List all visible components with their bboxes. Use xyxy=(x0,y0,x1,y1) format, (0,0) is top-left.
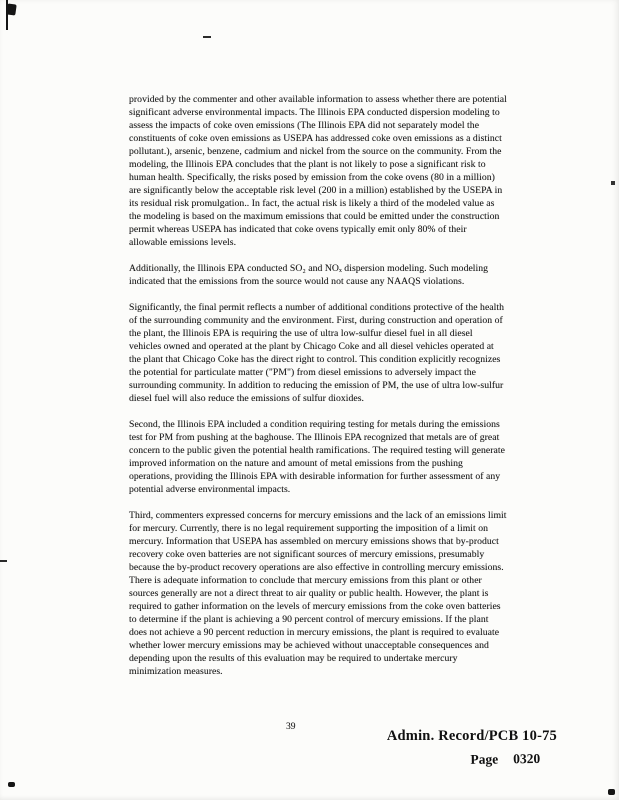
page-number: 39 xyxy=(286,722,296,732)
scan-artifact-left-dash xyxy=(0,560,7,562)
paragraph-mercury-emissions: Third, commenters expressed concerns for mercury emissions and the lack of an emissions limit for mercury. Currently, there is no legal requirement supporting the imposition of a limit on mercury. Information that USEPA has assembled on mercury emissions shows that by-product recovery coke oven batteries are not significant sources of mercury emissions, presumably because the by-product recovery operations are also effective in controlling mercury emissions. There is adequate information to conclude that mercury emissions from this plant or other sources generally are not a direct threat to air quality or public health. However, the plant is required to gather information on the levels of mercury emissions from the coke oven batteries to determine if the plant is achieving a 90 percent control of mercury emissions. If the plant does not achieve a 90 percent reduction in mercury emissions, the plant is required to evaluate whether lower mercury emissions may be achieved without unacceptable consequences and depending upon the results of this evaluation may be required to undertake mercury minimization measures. xyxy=(129,510,507,677)
scan-artifact-right-edge-speck xyxy=(611,181,615,185)
scan-artifact-bottom-left-speck xyxy=(8,782,15,787)
stamp-record-text: Admin. Record/PCB 10-75 xyxy=(386,728,557,744)
document-body xyxy=(129,93,507,691)
admin-record-stamp xyxy=(387,728,557,768)
paragraph-metals-testing: Second, the Illinois EPA included a condition requiring testing for metals during the emissions test for PM from pushing at the baghouse. The Illinois EPA recognized that metals are of great concern to the public given the potential health ramifications. The required testing will generate improved information on the nature and amount of metal emissions from the pushing operations, providing the Illinois EPA with desirable information for further assessment of any potential adverse environmental impacts. xyxy=(129,419,505,495)
stamp-page-label: Page xyxy=(470,751,499,767)
paragraph-so2-nox-modeling: Additionally, the Illinois EPA conducted SO₂ and NOₓ dispersion modeling. Such modeling indicated that the emissions from the source would not cause any NAAQS violations. xyxy=(129,263,489,287)
paragraph-dispersion-modeling: provided by the commenter and other available information to assess whether there are potential significant adverse environmental impacts. The Illinois EPA conducted dispersion modeling to assess the impacts of coke oven emissions (The Illinois EPA did not separately model the constituents of coke oven emissions as USEPA has addressed coke oven emissions as a distinct pollutant.), arsenic, benzene, cadmium and nickel from the source on the community. From the modeling, the Illinois EPA concludes that the plant is not likely to pose a significant risk to human health. Specifically, the risks posed by emission from the coke ovens (80 in a million) are significantly below the acceptable risk level (200 in a million) established by the USEPA in its residual risk promulgation.. In fact, the actual risk is likely a third of the modeled value as the modeling is based on the maximum emissions that could be emitted under the construction permit whereas USEPA has indicated that coke ovens typically emit only 80% of their allowable emissions levels. xyxy=(129,94,507,248)
stamp-page-number: 0320 xyxy=(512,750,541,767)
stamp-page-text xyxy=(387,751,540,769)
scan-artifact-left-edge-line xyxy=(6,0,8,30)
scan-artifact-top-dash xyxy=(203,36,211,38)
paragraph-permit-conditions-diesel: Significantly, the final permit reflects a number of additional conditions protective of the health of the surrounding community and the environment. First, during construction and operation of the plant, the Illinois EPA is requiring the use of ultra low-sulfur diesel fuel in all diesel vehicles owned and operated at the plant by Chicago Coke and all diesel vehicles operated at the plant that Chicago Coke has the direct right to control. This condition explicitly recognizes the potential for particulate matter ("PM") from diesel emissions to adversely impact the surrounding community. In addition to reducing the emission of PM, the use of ultra low-sulfur diesel fuel will also reduce the emissions of sulfur dioxides. xyxy=(129,302,505,404)
scan-artifact-bottom-right-speck xyxy=(608,789,615,795)
